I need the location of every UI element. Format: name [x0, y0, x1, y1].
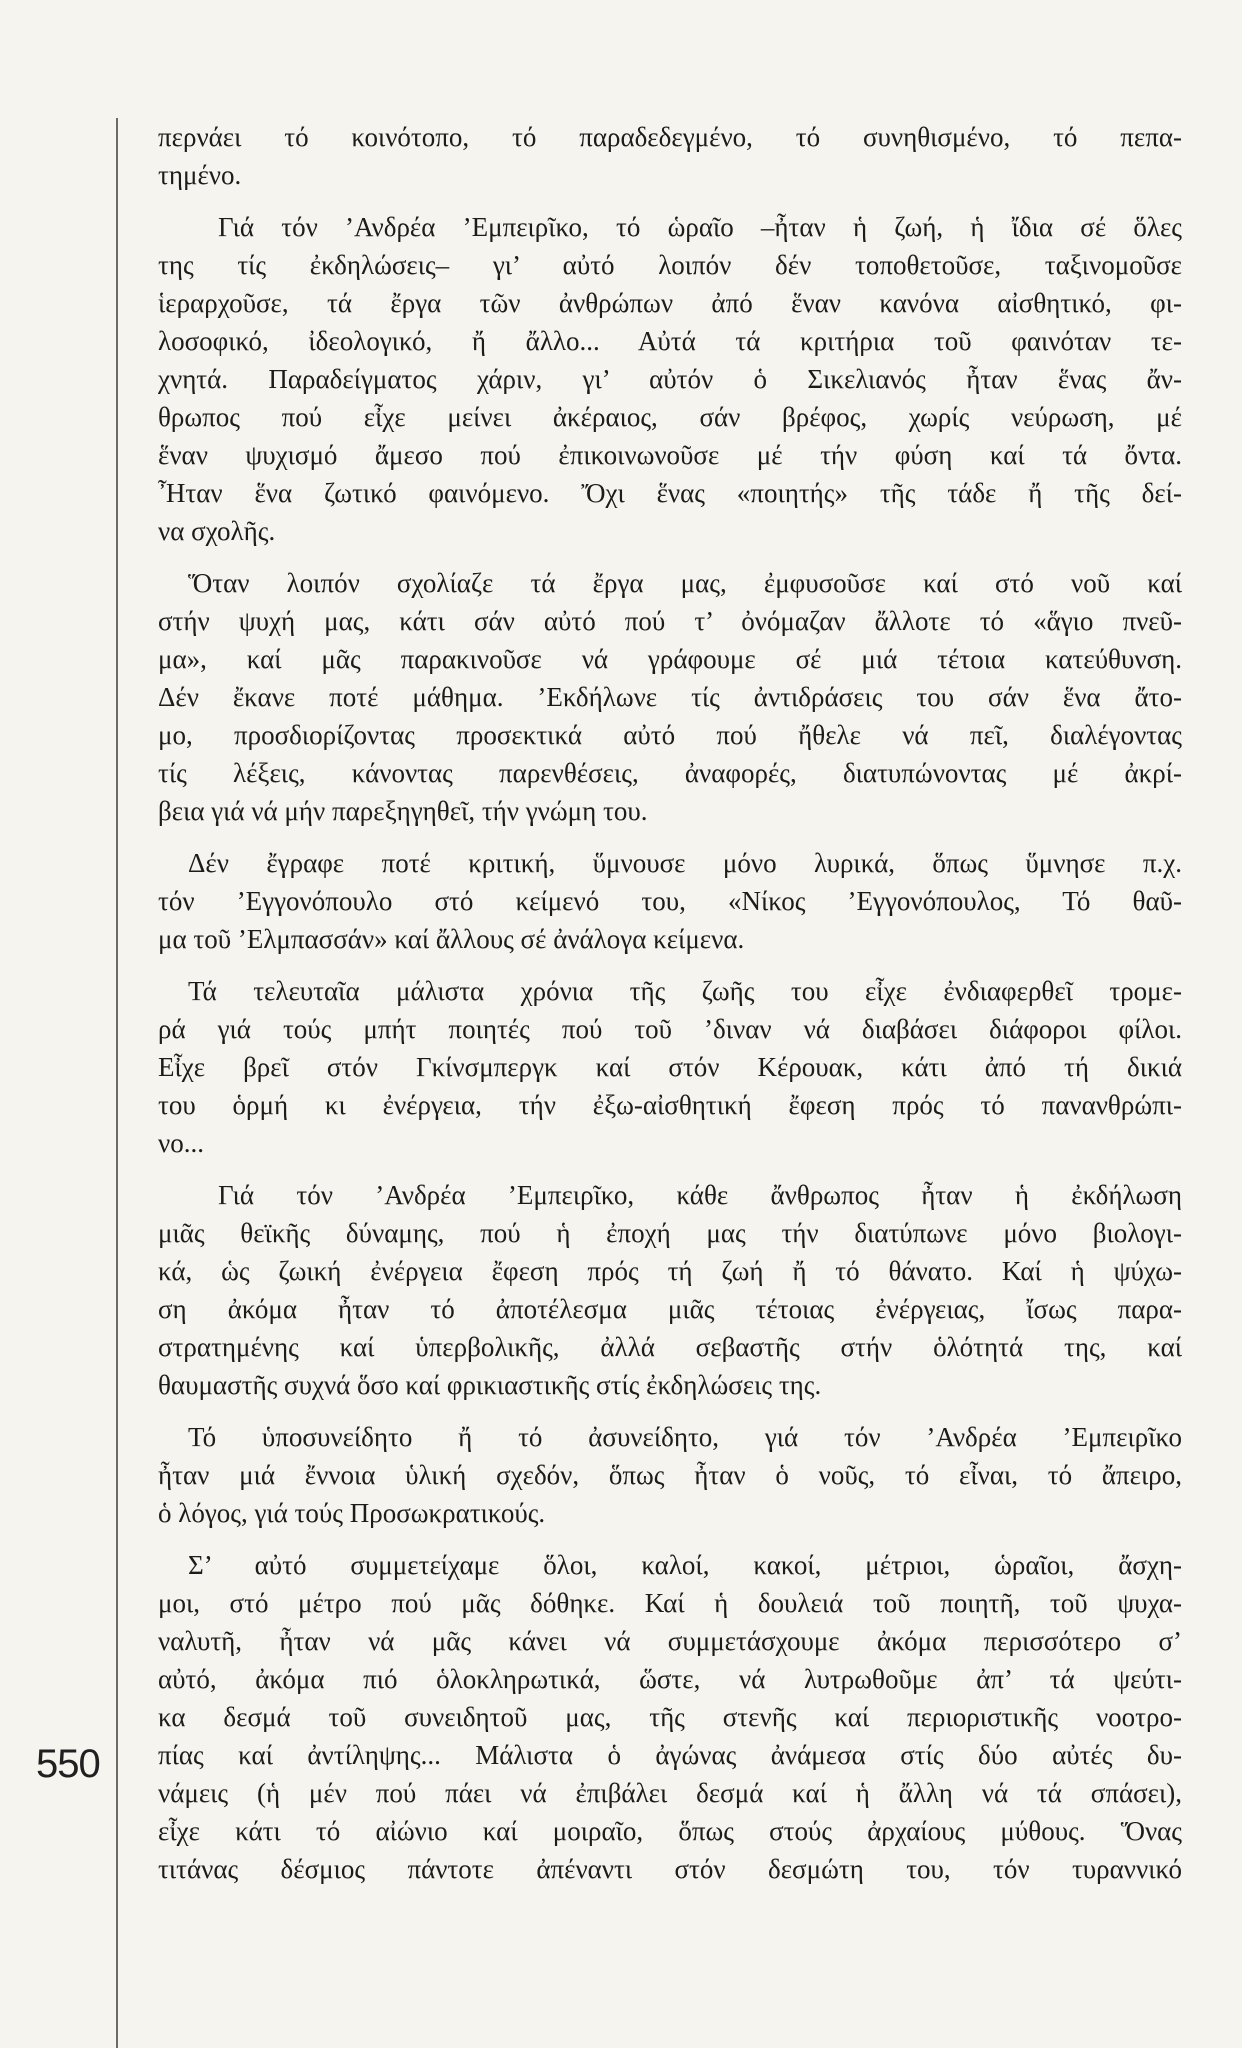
text-line: τιτάνας δέσμιος πάντοτε ἀπέναντι στόν δεσμώτη του, τόν τυραννικό	[158, 1854, 1182, 1884]
page-number: 550	[36, 1742, 100, 1786]
text-line: τημένο.	[158, 160, 242, 190]
text-line: της τίς ἐκδηλώσεις– γι’ αὐτό λοιπόν δέν τοποθετοῦσε, ταξινομοῦσε	[158, 250, 1182, 280]
text-line: Δέν ἔκανε ποτέ μάθημα. ’Εκδήλωνε τίς ἀντιδράσεις του σάν ἕνα ἄτο-	[158, 682, 1182, 712]
text-line: στρατημένης καί ὑπερβολικῆς, ἀλλά σεβαστῆς στήν ὁλότητά της, καί	[158, 1332, 1182, 1362]
text-line: περνάει τό κοινότοπο, τό παραδεδεγμένο, τό συνηθισμένο, τό πεπα-	[158, 122, 1182, 152]
text-line: μα», καί μᾶς παρακινοῦσε νά γράφουμε σέ μιά τέτοια κατεύθυνση.	[158, 644, 1182, 674]
text-line: νάμεις (ἡ μέν πού πάει νά ἐπιβάλει δεσμά καί ἡ ἄλλη νά τά σπάσει),	[158, 1778, 1182, 1808]
text-line: μα τοῦ ’Ελμπασσάν» καί ἄλλους σέ ἀνάλογα κείμενα.	[158, 924, 745, 954]
text-line: ρά γιά τούς μπήτ ποιητές πού τοῦ ’διναν νά διαβάσει διάφοροι φίλοι.	[158, 1014, 1182, 1044]
text-line: λοσοφικό, ἰδεολογικό, ἤ ἄλλο... Αὐτά τά κριτήρια τοῦ φαινόταν τε-	[158, 326, 1182, 356]
margin-rule	[116, 118, 118, 2048]
text-line: Δέν ἔγραφε ποτέ κριτική, ὕμνουσε μόνο λυρικά, ὅπως ὕμνησε π.χ.	[188, 848, 1182, 878]
text-line: ἱεραρχοῦσε, τά ἔργα τῶν ἀνθρώπων ἀπό ἕναν κανόνα αἰσθητικό, φι-	[158, 288, 1182, 318]
text-line: Ἦταν ἕνα ζωτικό φαινόμενο. Ὄχι ἕνας «ποιητής» τῆς τάδε ἤ τῆς δεί-	[158, 478, 1182, 508]
body-text	[158, 118, 1182, 1888]
text-line: αὐτό, ἀκόμα πιό ὁλοκληρωτικά, ὥστε, νά λυτρωθοῦμε ἀπ’ τά ψεύτι-	[158, 1664, 1182, 1694]
text-line: Τά τελευταῖα μάλιστα χρόνια τῆς ζωῆς του εἶχε ἐνδιαφερθεῖ τρομε-	[188, 976, 1182, 1006]
text-line: ἦταν μιά ἔννοια ὑλική σχεδόν, ὅπως ἦταν ὁ νοῦς, τό εἶναι, τό ἄπειρο,	[158, 1460, 1182, 1490]
text-line: ση ἀκόμα ἦταν τό ἀποτέλεσμα μιᾶς τέτοιας ἐνέργειας, ἴσως παρα-	[158, 1294, 1182, 1324]
text-line: εἶχε κάτι τό αἰώνιο καί μοιραῖο, ὅπως στούς ἀρχαίους μύθους. Ὅνας	[158, 1816, 1182, 1846]
text-line: χνητά. Παραδείγματος χάριν, γι’ αὐτόν ὁ Σικελιανός ἦταν ἕνας ἄν-	[158, 364, 1182, 394]
text-line: Γιά τόν ’Ανδρέα ’Εμπειρῖκο, τό ὡραῖο –ἦταν ἡ ζωή, ἡ ἴδια σέ ὅλες	[218, 212, 1182, 242]
text-line: νο...	[158, 1128, 204, 1158]
text-line: του ὁρμή κι ἐνέργεια, τήν ἐξω-αἰσθητική ἔφεση πρός τό πανανθρώπι-	[158, 1090, 1182, 1120]
text-line: Ὅταν λοιπόν σχολίαζε τά ἔργα μας, ἐμφυσοῦσε καί στό νοῦ καί	[188, 568, 1182, 598]
text-line: τίς λέξεις, κάνοντας παρενθέσεις, ἀναφορές, διατυπώνοντας μέ ἀκρί-	[158, 758, 1182, 788]
text-line: μοι, στό μέτρο πού μᾶς δόθηκε. Καί ἡ δουλειά τοῦ ποιητῆ, τοῦ ψυχα-	[158, 1588, 1182, 1618]
text-line: βεια γιά νά μήν παρεξηγηθεῖ, τήν γνώμη του.	[158, 796, 648, 826]
text-line: κά, ὡς ζωική ἐνέργεια ἔφεση πρός τή ζωή ἤ τό θάνατο. Καί ἡ ψύχω-	[158, 1256, 1182, 1286]
text-line: να σχολῆς.	[158, 516, 276, 546]
text-line: θαυμαστῆς συχνά ὅσο καί φρικιαστικῆς στίς ἐκδηλώσεις της.	[158, 1370, 822, 1400]
text-line: πίας καί ἀντίληψης... Μάλιστα ὁ ἀγώνας ἀνάμεσα στίς δύο αὐτές δυ-	[158, 1740, 1182, 1770]
text-line: Τό ὑποσυνείδητο ἤ τό ἀσυνείδητο, γιά τόν ’Ανδρέα ’Εμπειρῖκο	[188, 1422, 1182, 1452]
text-line: στήν ψυχή μας, κάτι σάν αὐτό πού τ’ ὀνόμαζαν ἄλλοτε τό «ἅγιο πνεῦ-	[158, 606, 1182, 636]
text-line: Σ’ αὐτό συμμετείχαμε ὅλοι, καλοί, κακοί, μέτριοι, ὡραῖοι, ἄσχη-	[188, 1550, 1182, 1580]
text-line: ναλυτῆ, ἦταν νά μᾶς κάνει νά συμμετάσχουμε ἀκόμα περισσότερο σ’	[158, 1626, 1182, 1656]
text-line: Εἶχε βρεῖ στόν Γκίνσμπεργκ καί στόν Κέρουακ, κάτι ἀπό τή δικιά	[158, 1052, 1182, 1082]
text-line: Γιά τόν ’Ανδρέα ’Εμπειρῖκο, κάθε ἄνθρωπος ἦταν ἡ ἐκδήλωση	[218, 1180, 1182, 1210]
text-line: μο, προσδιορίζοντας προσεκτικά αὐτό πού ἤθελε νά πεῖ, διαλέγοντας	[158, 720, 1182, 750]
text-line: ἕναν ψυχισμό ἄμεσο πού ἐπικοινωνοῦσε μέ τήν φύση καί τά ὄντα.	[158, 440, 1182, 470]
text-line: τόν ’Εγγονόπουλο στό κείμενό του, «Νίκος ’Εγγονόπουλος, Τό θαῦ-	[158, 886, 1182, 916]
text-line: ὁ λόγος, γιά τούς Προσωκρατικούς.	[158, 1498, 546, 1528]
text-line: θρωπος πού εἶχε μείνει ἀκέραιος, σάν βρέφος, χωρίς νεύρωση, μέ	[158, 402, 1182, 432]
text-line: κα δεσμά τοῦ συνειδητοῦ μας, τῆς στενῆς καί περιοριστικῆς νοοτρο-	[158, 1702, 1182, 1732]
text-line: μιᾶς θεϊκῆς δύναμης, πού ἡ ἐποχή μας τήν διατύπωνε μόνο βιολογι-	[158, 1218, 1182, 1248]
